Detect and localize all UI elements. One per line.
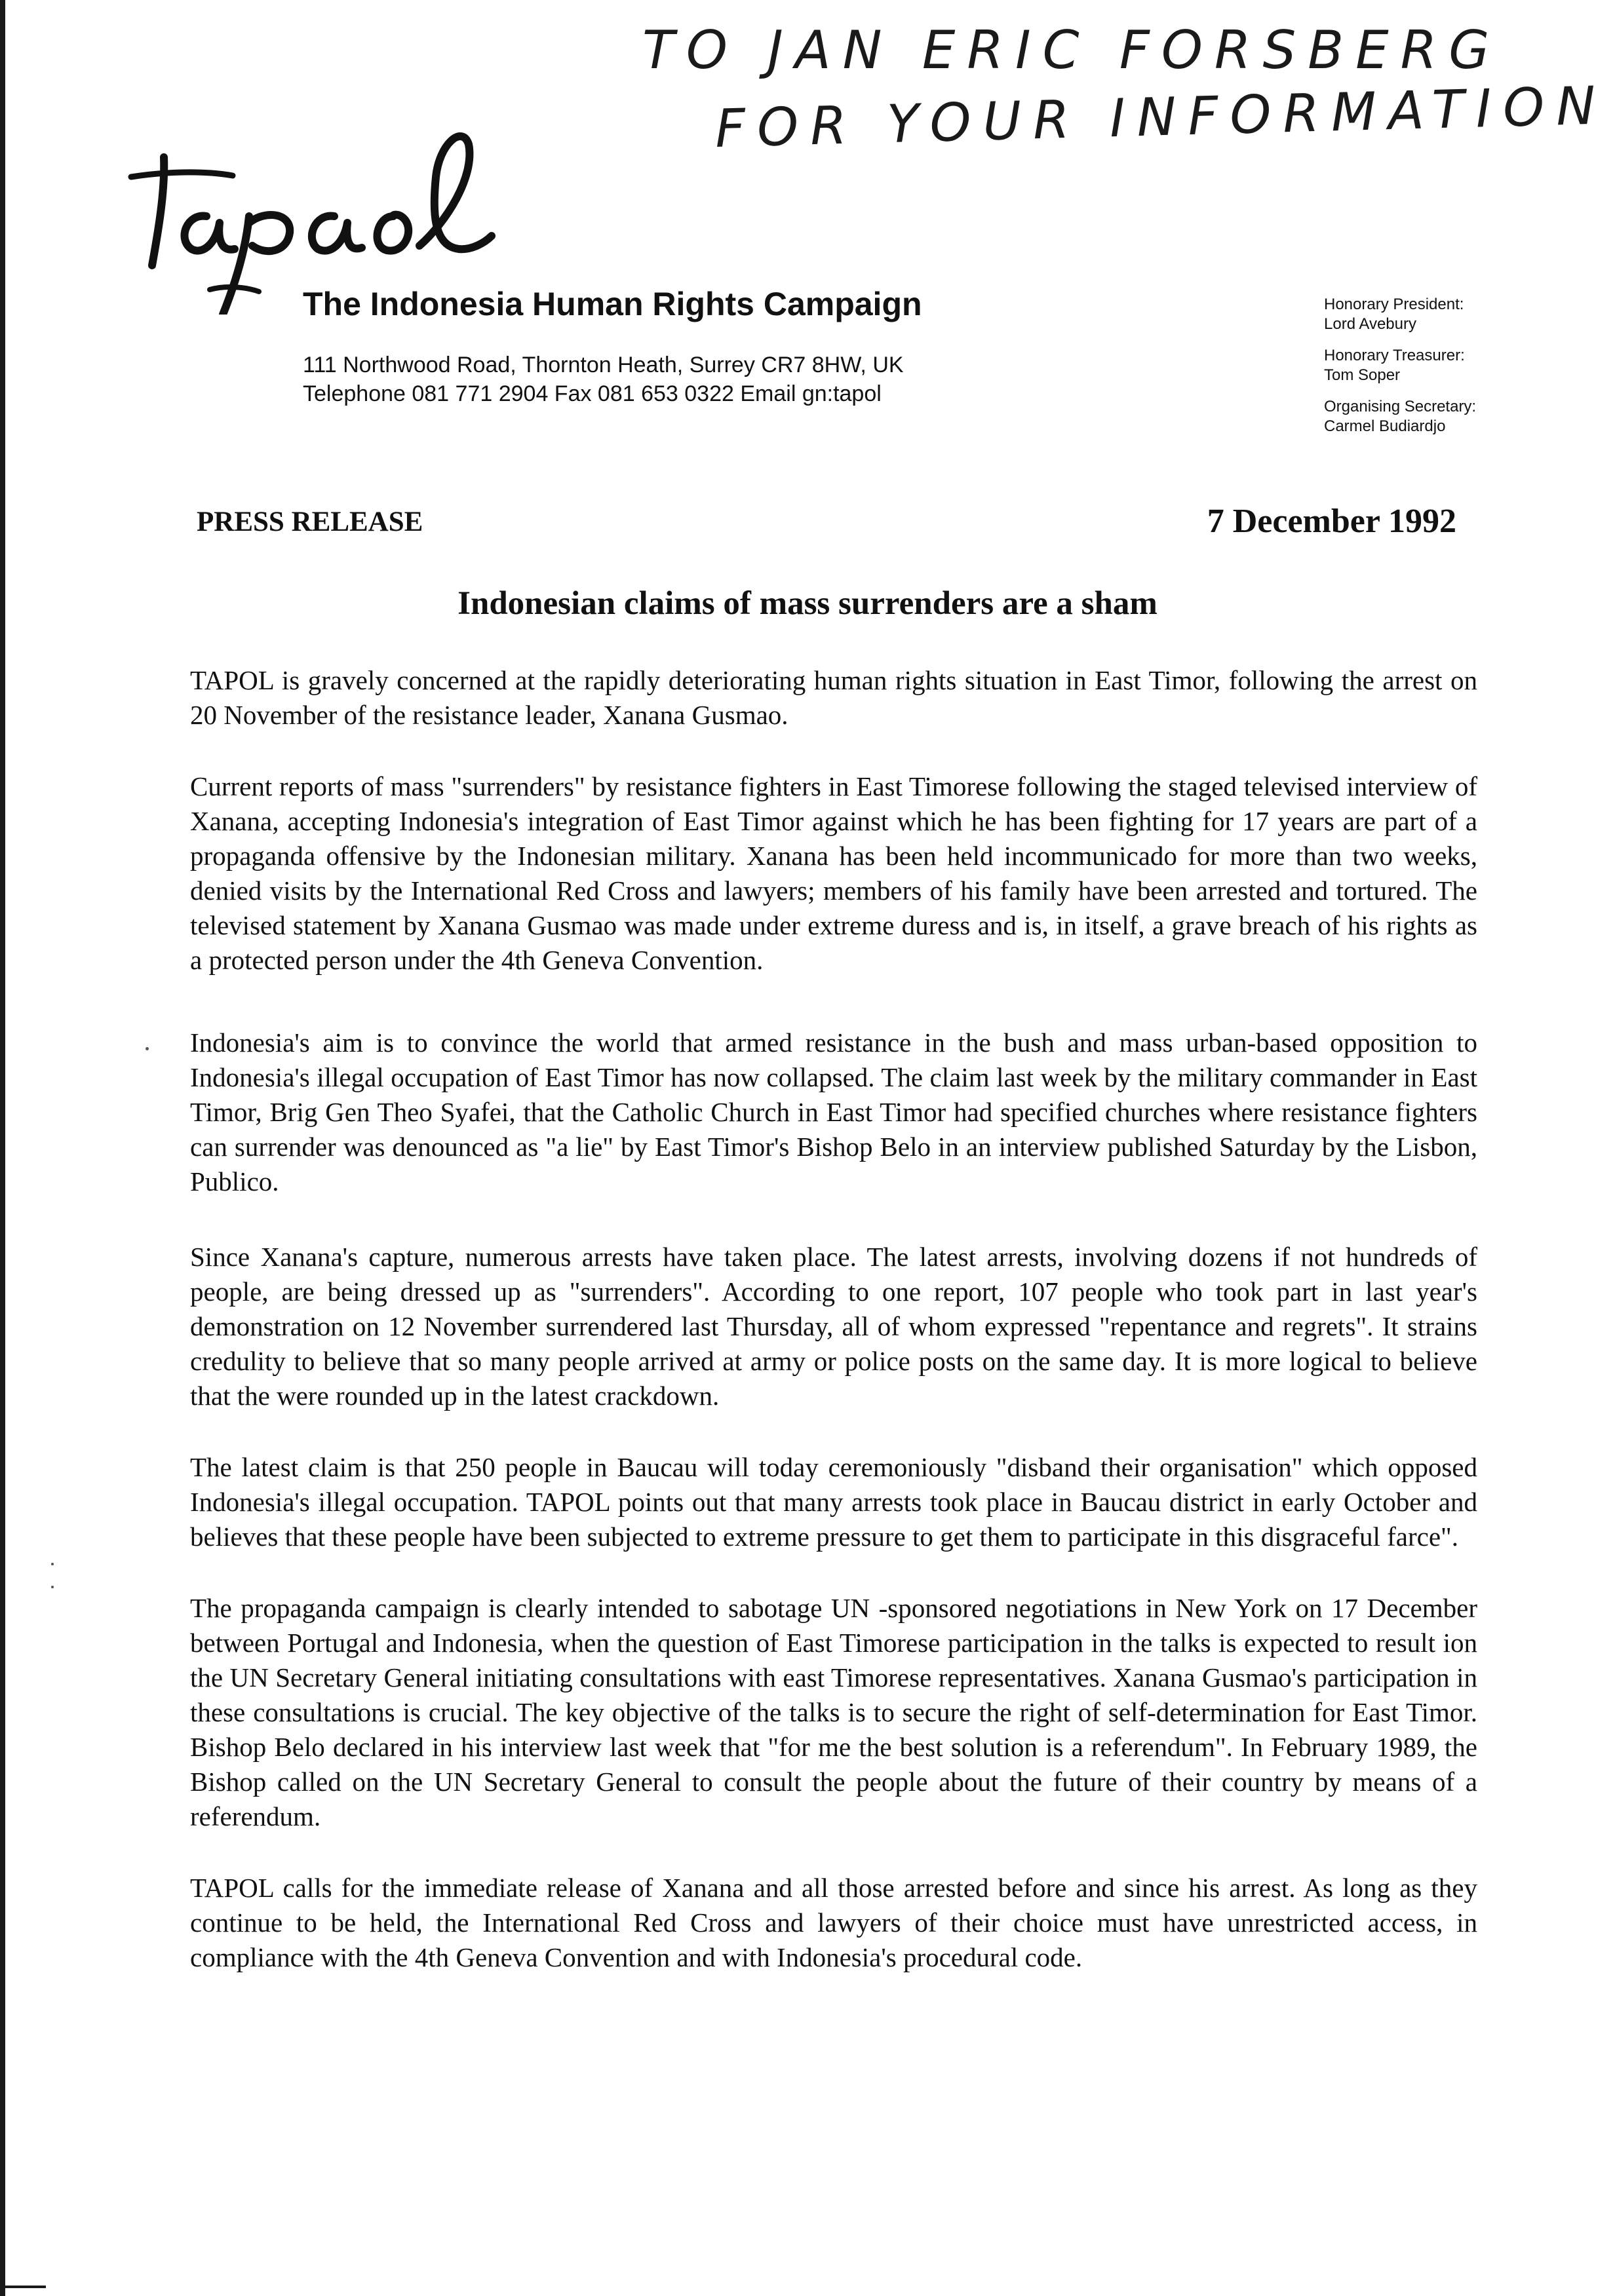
officer-name: Lord Avebury	[1324, 315, 1416, 333]
headline: Indonesian claims of mass surrenders are a sham	[457, 585, 1158, 622]
handwritten-note-line-1: TO JAN ERIC FORSBERG	[642, 20, 1502, 81]
officer-president	[1324, 295, 1476, 334]
officer-name: Tom Soper	[1324, 366, 1401, 384]
telephone-fax-email: Telephone 081 771 2904 Fax 081 653 0322 Email gn:tapol	[303, 381, 882, 406]
officer-role: Organising Secretary:	[1324, 398, 1477, 415]
body-paragraph: Indonesia's aim is to convince the world that armed resistance in the bush and mass urban-based opposition to Indonesia's illegal occupation of East Timor has now collapsed. The claim last week by the military commander in East Timor, Brig Gen Theo Syafei, that the Catholic Church in East Timor had specified churches where resistance fighters can surrender was denounced as "a lie" by East Timor's Bishop Belo in an interview published Saturday by the Lisbon, Publico.	[190, 1027, 1477, 1196]
scan-edge	[0, 0, 5, 2296]
officers-list	[1324, 295, 1476, 436]
postal-address: 111 Northwood Road, Thornton Heath, Surrey CR7 8HW, UK	[303, 353, 904, 377]
handwritten-note-line-2: FOR YOUR INFORMATION	[714, 75, 1608, 159]
body-paragraph: TAPOL calls for the immediate release of Xanana and all those arrested before and since his arrest. As long as they continue to be held, the International Red Cross and lawyers of their choice must have unrestricted access, in compliance with the 4th Geneva Convention and with Indonesia's procedural code.	[190, 1873, 1477, 1972]
release-body	[190, 663, 1477, 2012]
scan-speck	[51, 1563, 54, 1565]
contact-block	[303, 351, 904, 408]
release-date: 7 December 1992	[1207, 503, 1456, 540]
officer-role: Honorary Treasurer:	[1324, 347, 1465, 364]
scan-mark	[0, 2286, 46, 2288]
officer-name: Carmel Budiardjo	[1324, 417, 1446, 435]
officer-secretary	[1324, 397, 1476, 436]
scan-speck	[51, 1586, 54, 1588]
officer-role: Honorary President:	[1324, 296, 1464, 313]
body-paragraph: Since Xanana's capture, numerous arrests have taken place. The latest arrests, involving dozens if not hundreds of people, are being dressed up as "surrenders". According to one report, 107 people who took part in last year's demonstration on 12 November surrendered last Thursday, all of whom expressed "repentance and regrets". It strains credulity to believe that so many people arrived at army or police posts on the same day. It is more logical to believe that the were rounded up in the latest crackdown.	[190, 1242, 1477, 1411]
body-paragraph: TAPOL is gravely concerned at the rapidly deteriorating human rights situation in East Timor, following the arrest on 20 November of the resistance leader, Xanana Gusmao.	[190, 665, 1477, 730]
organisation-name: The Indonesia Human Rights Campaign	[303, 286, 922, 322]
scan-speck	[146, 1047, 149, 1050]
body-paragraph: Current reports of mass "surrenders" by resistance fighters in East Timorese following the staged televised interview of Xanana, accepting Indonesia's integration of East Timor against which he has been fighting for 17 years are part of a propaganda offensive by the Indonesian military. Xanana has been held incommunicado for more than two weeks, denied visits by the International Red Cross and lawyers; members of his family have been arrested and tortured. The televised statement by Xanana Gusmao was made under extreme duress and is, in itself, a grave breach of his rights as a protected person under the 4th Geneva Convention.	[190, 771, 1477, 975]
press-release-label: PRESS RELEASE	[197, 507, 423, 537]
officer-treasurer	[1324, 346, 1476, 385]
body-paragraph: The propaganda campaign is clearly intended to sabotage UN -sponsored negotiations in New York on 17 December between Portugal and Indonesia, when the question of East Timorese participation in the talks is expected to result ion the UN Secretary General initiating consultations with east Timorese representatives. Xanana Gusmao's participation in these consultations is crucial. The key objective of the talks is to secure the right of self-determination for East Timor. Bishop Belo declared in his interview last week that "for me the best solution is a referendum". In February 1989, the Bishop called on the UN Secretary General to consult the people about the future of their country by means of a referendum.	[190, 1593, 1477, 1831]
body-paragraph: The latest claim is that 250 people in Baucau will today ceremoniously "disband their organisation" which opposed Indonesia's illegal occupation. TAPOL points out that many arrests took place in Baucau district in early October and believes that these people have been subjected to extreme pressure to get them to participate in this disgraceful farce".	[190, 1452, 1477, 1552]
